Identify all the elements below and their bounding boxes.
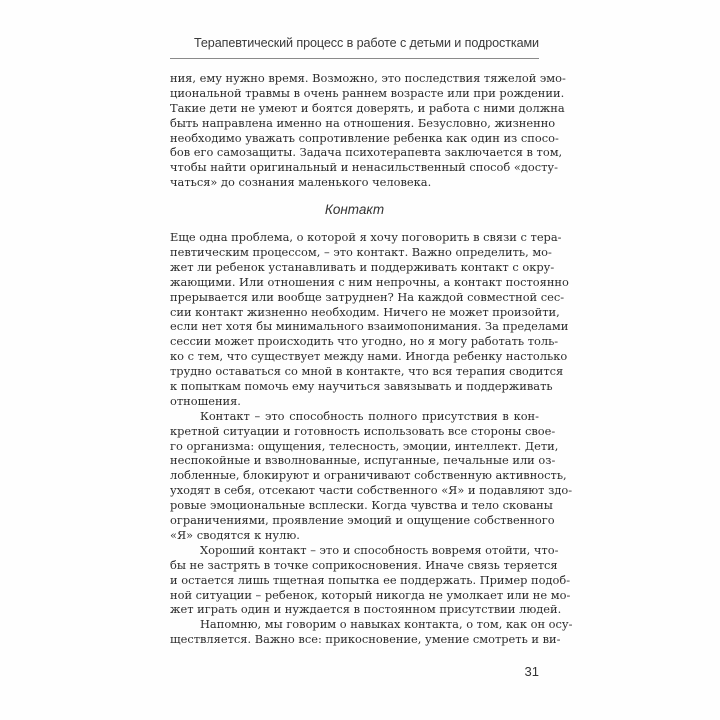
text-line: трудно оставаться со мной в контакте, что вся терапия сводится xyxy=(170,364,564,379)
section-heading: Контакт xyxy=(324,202,385,218)
paragraph-group xyxy=(170,230,573,647)
text-line: ществляется. Важно все: прикосновение, умение смотреть и ви- xyxy=(170,632,561,647)
text-line: ограничениями, проявление эмоций и ощущение собственного xyxy=(170,513,555,528)
text-line: жет ли ребенок устанавливать и поддерживать контакт с окру- xyxy=(170,259,555,274)
paragraph xyxy=(170,617,573,647)
text-line: если нет хотя бы минимального взаимопонимания. За пределами xyxy=(170,319,569,334)
running-head: Терапевтический процесс в работе с детьми и подростками xyxy=(194,36,539,50)
text-line: ния, ему нужно время. Возможно, это последствия тяжелой эмо- xyxy=(170,71,566,85)
text-line: ной ситуации – ребенок, который никогда не умолкает или не мо- xyxy=(170,587,571,602)
text-line: Еще одна проблема, о которой я хочу поговорить в связи с тера- xyxy=(170,230,562,245)
header-rule xyxy=(170,58,539,59)
text-line: сессии может происходить что угодно, но я могу работать толь- xyxy=(170,334,559,349)
text-line: жет играть один и нуждается в постоянном присутствии людей. xyxy=(170,602,562,617)
text-line: и остается лишь тщетная попытка ее поддержать. Пример подоб- xyxy=(170,572,571,587)
text-line: отношения. xyxy=(170,393,241,408)
text-line: жающими. Или отношения с ним непрочны, а контакт постоянно xyxy=(170,274,569,289)
text-line: кретной ситуации и готовность использовать все стороны свое- xyxy=(170,423,556,438)
body-text xyxy=(170,71,573,647)
text-line: го организма: ощущения, телесность, эмоции, интеллект. Дети, xyxy=(170,438,559,453)
text-line: «Я» сводятся к нулю. xyxy=(170,527,300,542)
paragraph xyxy=(170,542,571,617)
text-line: к попыткам помочь ему научиться завязывать и поддерживать xyxy=(170,379,553,394)
text-line: необходимо уважать сопротивление ребенка как один из спосо- xyxy=(170,130,559,145)
text-line: уходят в себя, отсекают части собственного «Я» и подавляют здо- xyxy=(170,483,573,498)
paragraph xyxy=(170,408,573,543)
text-line: бы не застрять в точке соприкосновения. Иначе связь теряется xyxy=(170,557,558,572)
text-line: Напомню, мы говорим о навыках контакта, о том, как он осу- xyxy=(200,617,573,632)
text-line: лобленные, блокируют и ограничивают собственную активность, xyxy=(170,468,567,483)
text-line: циональной травмы в очень раннем возрасте или при рождении. xyxy=(170,85,565,100)
text-line: певтическим процессом, – это контакт. Важно определить, мо- xyxy=(170,245,552,260)
text-line: быть направлена именно на отношения. Безусловно, жизненно xyxy=(170,115,556,130)
text-line: прерывается или вообще затруднен? На каждой совместной сес- xyxy=(170,289,565,304)
text-line: бов его самозащиты. Задача психотерапевта заключается в том, xyxy=(170,145,563,160)
text-line: чаться» до сознания маленького человека. xyxy=(170,175,432,190)
text-line: чтобы найти оригинальный и ненасильственный способ «досту- xyxy=(170,160,558,175)
paragraph xyxy=(170,230,569,409)
paragraph xyxy=(170,71,566,190)
text-line: Хороший контакт – это и способность вовремя отойти, что- xyxy=(200,542,559,557)
text-line: Такие дети не умеют и боятся доверять, и работа с ними должна xyxy=(170,100,565,115)
page-number: 31 xyxy=(524,664,539,679)
text-line: неспокойные и взволнованные, испуганные, печальные или оз- xyxy=(170,453,556,468)
paragraph xyxy=(170,71,566,190)
text-line: ровые эмоциональные всплески. Когда чувства и тело скованы xyxy=(170,498,553,513)
text-line: сии контакт жизненно необходим. Ничего не может произойти, xyxy=(170,304,560,319)
text-line: Контакт – это способность полного присутствия в кон- xyxy=(200,408,539,423)
text-line: ко с тем, что существует между нами. Иногда ребенку настолько xyxy=(170,349,568,364)
